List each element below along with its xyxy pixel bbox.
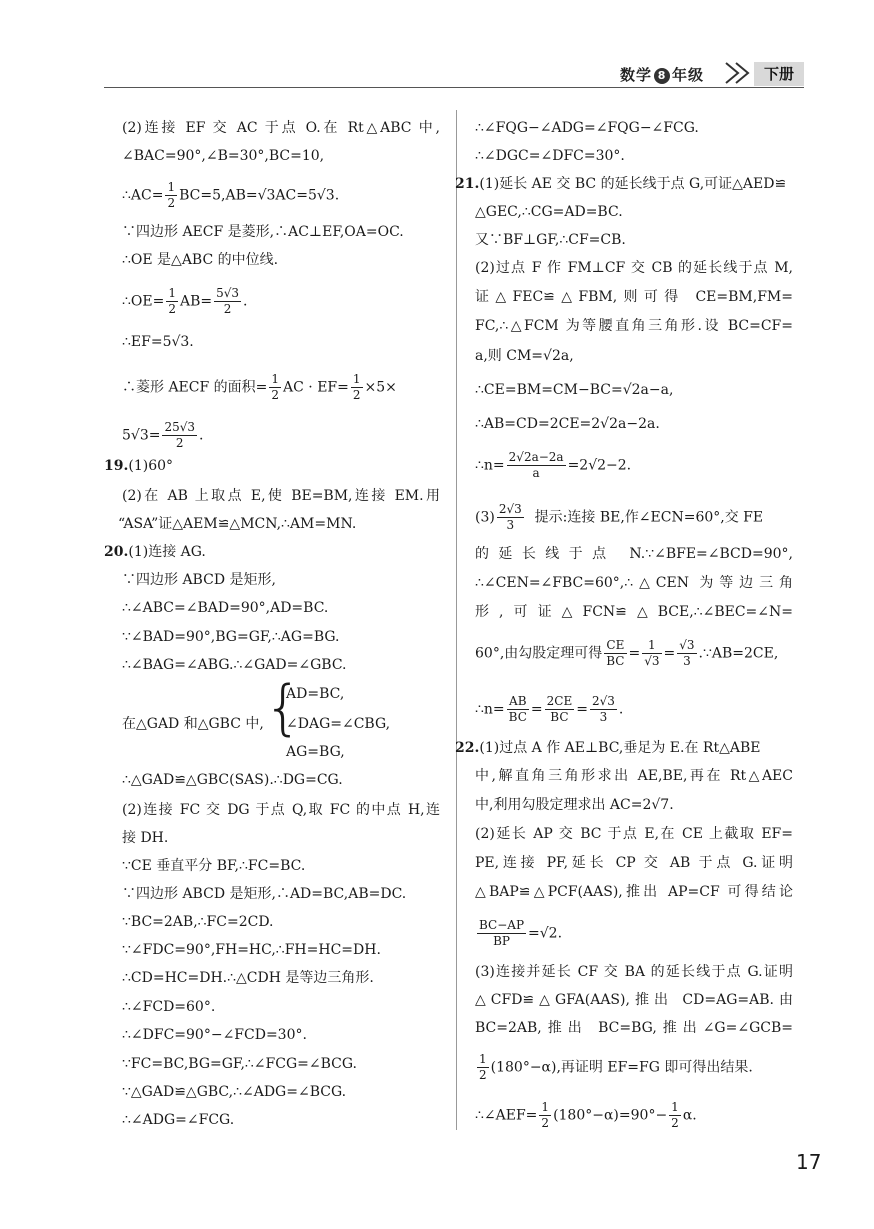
text-line: 的延长线于点 N.∵∠BFE=∠BCD=90°, (475, 546, 793, 562)
text-line: ∴∠DGC=∠DFC=30°. (475, 148, 625, 164)
page-number: 17 (796, 1150, 822, 1174)
text-line: ∴∠BAG=∠ABG.∴∠GAD=∠GBC. (122, 657, 347, 673)
text-line: (2)连接 FC 交 DG 于点 Q,取 FC 的中点 H,连 (122, 802, 440, 818)
text-line: ∵CE 垂直平分 BF,∴FC=BC. (122, 858, 306, 874)
text-line: a,则 CM=√2a, (475, 348, 574, 364)
fraction: $\frac{25√3}{2}$ (164, 420, 196, 450)
text-line: 又∵BF⊥GF,∴CF=CB. (475, 232, 626, 248)
text-line: (2)过点 F 作 FM⊥CF 交 CB 的延长线于点 M, (475, 260, 793, 276)
text-line: ∵四边形 ABCD 是矩形, (122, 572, 276, 588)
text-line: 中,利用勾股定理求出 AC=2√7. (475, 797, 674, 813)
fraction: $\frac{2CE}{BC}$ (546, 694, 573, 724)
text-line: ∴∠FQG−∠ADG=∠FQG−∠FCG. (475, 120, 699, 136)
fraction: $\frac{AB}{BC}$ (508, 694, 527, 724)
header-rule (104, 87, 804, 88)
formula-line: (3) $\frac{2√3}{3}$ 提示:连接 BE,作∠ECN=60°,交 FE (475, 502, 764, 532)
text-line: ∴∠ADG=∠FCG. (122, 1112, 235, 1128)
text-line: ∠BAC=90°,∠B=30°,BC=10, (122, 148, 325, 164)
text-line: ∵FC=BC,BG=GF,∴∠FCG=∠BCG. (122, 1056, 358, 1072)
fraction: $\frac{1}{2}$ (352, 372, 361, 402)
fraction: $\frac{BC-AP}{BP}$ (479, 918, 525, 948)
fraction: $\frac{√3}{3}$ (679, 638, 695, 668)
text-line: 在△GAD 和△GBC 中, (122, 716, 264, 732)
formula-line: 5√3= $\frac{25√3}{2}$ . (122, 420, 204, 450)
text-line: ∵∠FDC=90°,FH=HC,∴FH=HC=DH. (122, 942, 381, 958)
header-subject: 数学 8 年级 (620, 66, 705, 84)
text-line: PE,连接 PF,延长 CP 交 AB 于点 G.证明 (475, 855, 793, 871)
fraction: $\frac{2√3}{3}$ (591, 694, 615, 724)
text-line: ∴CD=HC=DH.∴△CDH 是等边三角形. (122, 970, 374, 986)
formula-line: ∴OE= $\frac{1}{2}$ AB= $\frac{5√3}{2}$ . (122, 286, 248, 316)
question-22: 22.(1)过点 A 作 AE⊥BC,垂足为 E.在 Rt△ABE (455, 740, 761, 756)
text-line: (2)连接 EF 交 AC 于点 O.在 Rt△ABC 中, (122, 120, 440, 136)
fraction: $\frac{1}{2}$ (167, 180, 176, 210)
brace-icon: { (264, 673, 303, 743)
text-line: 中,解直角三角形求出 AE,BE,再在 Rt△AEC (475, 768, 793, 784)
formula-line: 60°,由勾股定理可得 $\frac{CE}{BC}$ = $\frac{1}{√3}$ = $\frac{√3}{3}$ .∵AB=2CE, (475, 638, 779, 668)
fraction: $\frac{1}{2}$ (168, 286, 176, 316)
formula-line: ∴n= $\frac{AB}{BC}$ = $\frac{2CE}{BC}$ = $\frac{2√3}{3}$ . (475, 694, 624, 724)
formula-line: $\frac{1}{2}$ (180°−α),再证明 EF=FG 即可得出结果. (479, 1052, 753, 1082)
text-line: ∴∠CEN=∠FBC=60°,∴△CEN 为等边三角 (475, 575, 793, 591)
text-line: ∵∠BAD=90°,BG=GF,∴AG=BG. (122, 629, 340, 645)
volume-tab: 下册 (754, 62, 804, 86)
text-line: ∵四边形 AECF 是菱形,∴AC⊥EF,OA=OC. (122, 224, 404, 240)
text-line: ∴∠ABC=∠BAD=90°,AD=BC. (122, 600, 329, 616)
text-line: FC,∴△FCM 为等腰直角三角形.设 BC=CF= (475, 318, 793, 334)
text-line: ∴OE 是△ABC 的中位线. (122, 252, 279, 268)
formula-line: ∴n= $\frac{2√2a-2a}{a}$ =2√2−2. (475, 450, 632, 480)
text-line: ∴AB=CD=2CE=2√2a−2a. (475, 416, 660, 432)
text-line: 形,可证△FCN≌△BCE,∴∠BEC=∠N= (475, 604, 793, 620)
text-line: 接 DH. (122, 830, 169, 846)
fraction: $\frac{1}{2}$ (541, 1100, 550, 1130)
fraction: $\frac{1}{2}$ (671, 1100, 679, 1130)
text-line: ∴EF=5√3. (122, 334, 194, 350)
text-line: △CFD≌△GFA(AAS),推出 CD=AG=AB.由 (475, 992, 793, 1008)
grade-badge: 8 (654, 68, 670, 84)
formula-line: ∴菱形 AECF 的面积= $\frac{1}{2}$ AC · EF= $\frac{1}{2}$ ×5× (122, 372, 397, 402)
text-line: ∵BC=2AB,∴FC=2CD. (122, 914, 274, 930)
question-20: 20.(1)连接 AG. (104, 544, 206, 560)
system-line: AD=BC, (286, 686, 345, 702)
fraction: $\frac{2√2a-2a}{a}$ (508, 450, 564, 480)
column-divider (456, 110, 457, 1130)
text-line: (2)延长 AP 交 BC 于点 E,在 CE 上截取 EF= (475, 826, 793, 842)
formula-line: ∴AC= $\frac{1}{2}$ BC=5,AB=√3AC=5√3. (122, 180, 340, 210)
text-line: BC=2AB,推出 BC=BG,推出∠G=∠GCB= (475, 1020, 793, 1036)
formula-line: ∴∠AEF= $\frac{1}{2}$ (180°−α)=90°− $\frac{1}{2}$ α. (475, 1100, 697, 1130)
system-line: ∠DAG=∠CBG, (286, 716, 391, 732)
fraction: $\frac{1}{√3}$ (644, 638, 660, 668)
text-line: ∴CE=BM=CM−BC=√2a−a, (475, 382, 674, 398)
text-line: ∴∠DFC=90°−∠FCD=30°. (122, 1027, 307, 1043)
fraction: $\frac{5√3}{2}$ (216, 286, 240, 316)
text-line: △BAP≌△PCF(AAS),推出 AP=CF 可得结论 (475, 884, 793, 900)
question-21: 21.(1)延长 AE 交 BC 的延长线于点 G,可证△AED≌ (455, 176, 787, 192)
text-line: “ASA”证△AEM≌△MCN,∴AM=MN. (118, 516, 357, 532)
double-chevron-icon (724, 62, 756, 84)
text-line: (3)连接并延长 CF 交 BA 的延长线于点 G.证明 (475, 964, 793, 980)
text-line: ∵四边形 ABCD 是矩形,∴AD=BC,AB=DC. (122, 886, 407, 902)
text-line: ∵△GAD≌△GBC,∴∠ADG=∠BCG. (122, 1084, 347, 1100)
text-line: (2)在 AB 上取点 E,使 BE=BM,连接 EM.用 (122, 488, 440, 504)
page-header (104, 60, 804, 88)
text-line: ∴△GAD≌△GBC(SAS).∴DG=CG. (122, 772, 343, 788)
fraction: $\frac{CE}{BC}$ (606, 638, 625, 668)
text-line: △GEC,∴CG=AD=BC. (475, 204, 623, 220)
fraction: $\frac{1}{2}$ (479, 1052, 487, 1082)
fraction: $\frac{2√3}{3}$ (498, 502, 522, 532)
text-line: 证△FEC≌△FBM,则可得 CE=BM,FM= (475, 289, 793, 305)
fraction: $\frac{1}{2}$ (271, 372, 280, 402)
text-line: ∴∠FCD=60°. (122, 999, 216, 1015)
system-line: AG=BG, (286, 744, 345, 760)
question-19: 19.(1)60° (104, 458, 174, 474)
formula-line: $\frac{BC-AP}{BP}$ =√2. (479, 918, 563, 948)
